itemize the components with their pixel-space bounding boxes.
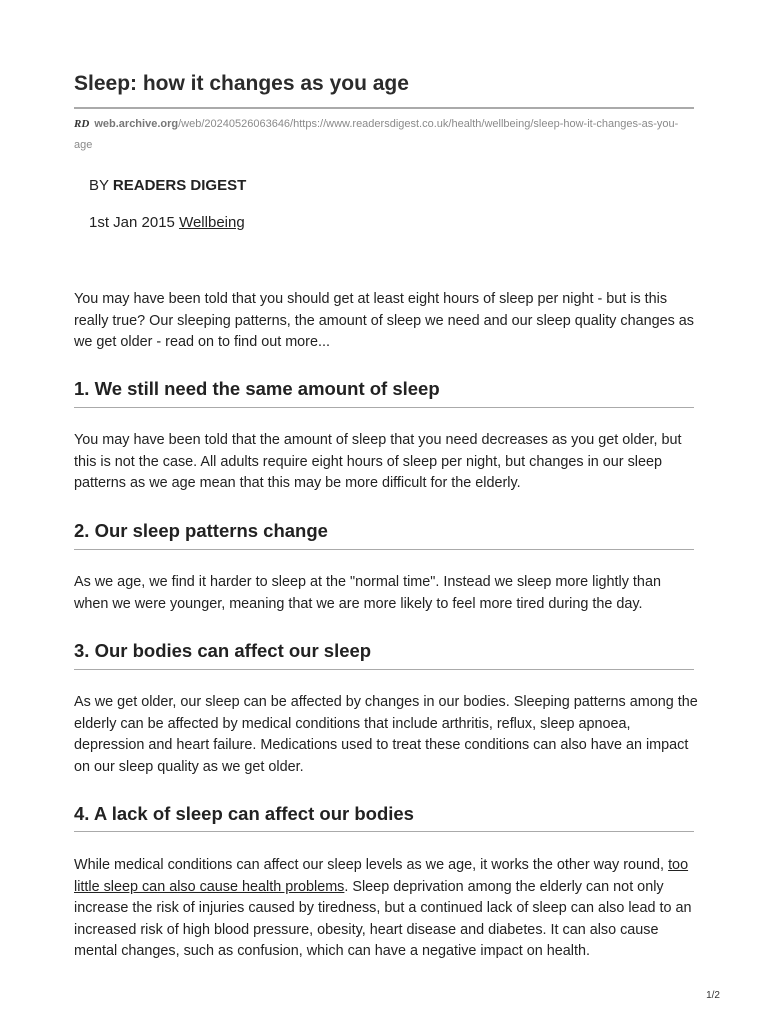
page-number: 1/2 xyxy=(706,990,720,1001)
section-heading: 3. Our bodies can affect our sleep xyxy=(74,640,372,661)
readers-digest-logo-icon: RD xyxy=(74,118,90,130)
category-link[interactable]: Wellbeing xyxy=(179,214,245,231)
publish-date: 1st Jan 2015 xyxy=(89,214,175,231)
source-domain: web.archive.org xyxy=(94,118,179,130)
article-title: Sleep: how it changes as you age xyxy=(74,72,409,95)
dateline xyxy=(89,214,245,231)
byline-prefix: BY xyxy=(89,177,109,194)
section-body: As we get older, our sleep can be affected by changes in our bodies. Sleeping patterns among the elderly can be affected by medical conditions that include arthritis, reflux, sleep apnoea, depression and heart failure. Medications used to treat these conditions can also have an impact on our sleep quality as we get older. xyxy=(74,694,698,775)
source-path: /web/20240526063646/https://www.readersdigest.co.uk/health/wellbeing/sleep-how-it-changes-as-you-age xyxy=(74,118,679,151)
section-heading: 4. A lack of sleep can affect our bodies xyxy=(74,803,414,824)
section-divider xyxy=(74,407,694,408)
author-name: READERS DIGEST xyxy=(112,177,247,194)
section-body-text: . Sleep deprivation among the elderly can not only increase the risk of injuries caused by tiredness, but a continued lack of sleep can also lead to an increased risk of high blood pressure, obesity, heart disease and diabetes. It can also cause mental changes, such as confusion, which can have a negative impact on health. xyxy=(74,878,692,959)
section-heading: 1. We still need the same amount of sleep xyxy=(74,378,440,399)
source-url[interactable] xyxy=(74,114,694,156)
intro-paragraph: You may have been told that you should get at least eight hours of sleep per night - but is this really true? Our sleeping patterns, the amount of sleep we need and our sleep quality changes as we get older - read on to find out more... xyxy=(74,291,694,350)
section-body: You may have been told that the amount of sleep that you need decreases as you get older, but this is not the case. All adults require eight hours of sleep per night, but changes in our sleep patterns as we age mean that this may be more difficult for the elderly. xyxy=(74,432,682,491)
section-divider xyxy=(74,549,694,550)
section-heading: 2. Our sleep patterns change xyxy=(74,520,328,541)
title-divider xyxy=(74,107,694,109)
section-body: As we age, we find it harder to sleep at the "normal time". Instead we sleep more lightly than when we were younger, meaning that we are more likely to feel more tired during the day. xyxy=(74,574,661,612)
section-body-text: While medical conditions can affect our sleep levels as we age, it works the other way round, xyxy=(74,857,669,873)
section-divider xyxy=(74,831,694,832)
section-divider xyxy=(74,669,694,670)
byline xyxy=(89,177,246,194)
section-body xyxy=(74,855,698,963)
health-problems-link[interactable]: too little sleep can also cause health problems xyxy=(74,857,689,895)
